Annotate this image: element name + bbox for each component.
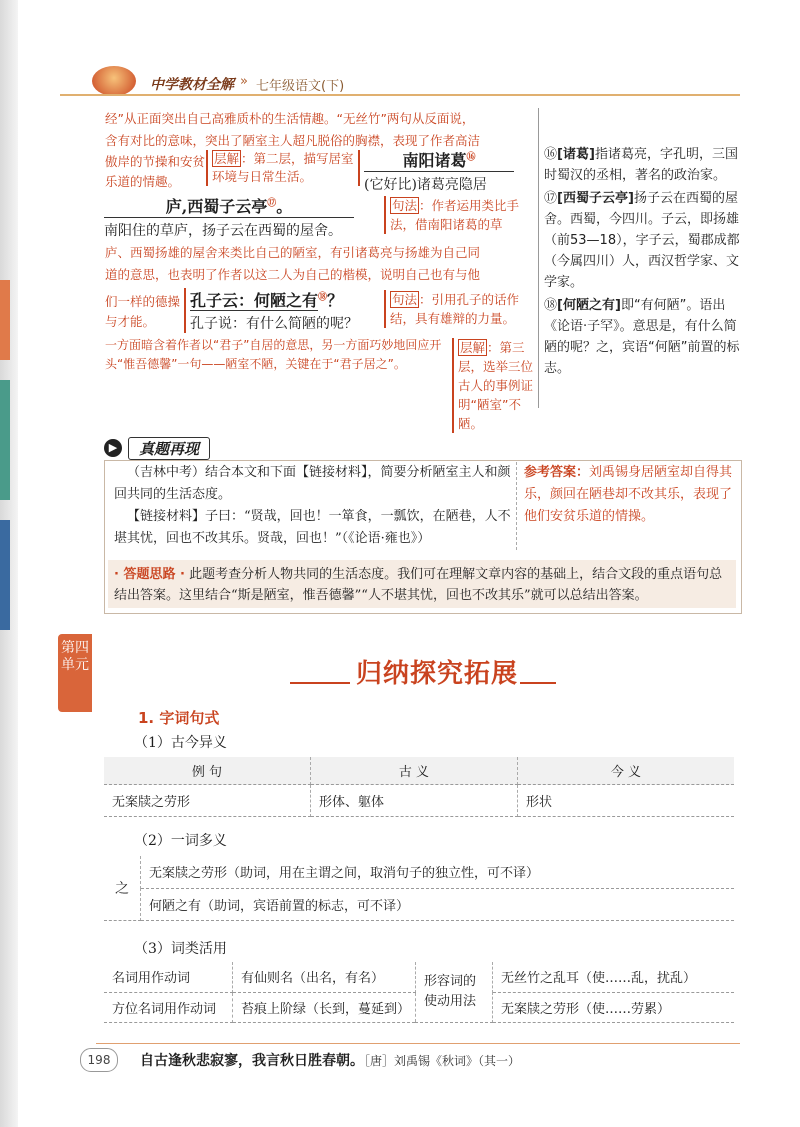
translation-text: 南阳住的草庐，扬子云在西蜀的屋舍。: [104, 223, 342, 239]
tag-title: 层解: [460, 340, 486, 355]
table-cell: 无案牍之劳形: [104, 785, 311, 817]
answer-text: 刘禹锡身居陋室却自得其乐，颜回在陋巷却不改其乐，表现了他们安贫乐道的情操。: [524, 465, 733, 524]
table-header: 古 义: [311, 757, 518, 785]
note-marker: ⑯: [466, 152, 476, 163]
original-text: 庐,西蜀子云亭: [165, 197, 268, 216]
table-cell: 形体、躯体: [311, 785, 518, 817]
punctuation: ？: [327, 291, 344, 310]
note-block-4: 一方面暗含着作者以“君子”自居的意思，另一方面巧妙地回应开头“惟吾德馨”一句——陋室不陋，关键在于“君子居之”。: [105, 338, 442, 371]
text-block-1: [364, 148, 534, 194]
page-number: 198: [80, 1048, 118, 1072]
table-row: [104, 856, 734, 888]
edge-tab-blue: [0, 520, 10, 630]
table-row: [104, 962, 734, 992]
note-term: 西蜀子云亭: [562, 191, 628, 206]
note-text: 指诸葛亮，字孔明，三国时蜀汉的丞相，著名的政治家。: [544, 147, 738, 183]
reference-answer: [524, 462, 734, 528]
answer-divider: [516, 462, 518, 550]
tag-text: ：引用孔子的话作结，具有雄辩的力量。: [390, 292, 520, 326]
table-cell: 形状: [518, 785, 735, 817]
text-block-3: [184, 288, 386, 333]
table-row: [104, 888, 734, 920]
link-material: 【链接材料】子曰：“贤哉，回也！一箪食，一瓢饮，在陋巷，人不堪其忧，回也不改其乐。贤哉，回也！”（《论语·雍也》）: [114, 509, 511, 546]
exam-section-header: [104, 437, 210, 459]
header-rule: [60, 94, 740, 96]
grade-label: 七年级语文(下): [256, 79, 345, 94]
note-line: 庐、西蜀扬雄的屋舍来类比自己的陋室，有引诸葛亮与扬雄为自己同: [105, 245, 481, 260]
title-rule-right: [520, 682, 556, 684]
subheading-polysemy: （2）一词多义: [134, 833, 227, 849]
table-cell: 无案牍之劳形（使……劳累）: [493, 992, 735, 1022]
logo-icon: [92, 66, 136, 96]
edge-tab-teal: [0, 380, 10, 500]
subsection-title: 1. 字词句式: [138, 709, 220, 727]
translation-text: 孔子说：有什么简陋的呢？: [190, 316, 358, 332]
note-line: 经”从正面突出自己高雅质朴的生活情趣。“无丝竹”两句从反面说，: [105, 111, 475, 126]
note-term: 诸葛: [562, 147, 589, 162]
answer-hint: [114, 564, 732, 606]
title-rule-left: [290, 682, 350, 684]
subheading-ancient-modern: （1）古今异义: [134, 735, 227, 751]
tag-layer-2: [452, 338, 540, 433]
exam-section-title: 真题再现: [128, 437, 210, 460]
note-number: ⑱: [544, 298, 558, 313]
word-class-table: [104, 962, 734, 1023]
table-cell: 苔痕上阶绿（长到，蔓延到）: [233, 992, 416, 1022]
note-text: 扬子云在西蜀的屋舍。西蜀，今四川。子云，即扬雄（前53—18），字子云，蜀郡成都（今属四川）人，西汉哲学家、文学家。: [544, 191, 740, 290]
note-number: ⑯: [544, 147, 558, 162]
table-header: 例 句: [104, 757, 311, 785]
table-cell: 有仙则名（出名，有名）: [233, 962, 416, 992]
note-left-3: 们一样的德操与才能。: [105, 294, 181, 329]
tag-title: 句法: [392, 198, 418, 213]
table-cell: 方位名词用作动词: [104, 992, 233, 1022]
hint-text: 此题考查分析人物共同的生活态度。我们可在理解文章内容的基础上，结合文段的重点语句总结出答案。这里结合“斯是陋室，惟吾德馨”“人不堪其忧，回也不改其乐”就可以总结出答案。: [114, 567, 723, 603]
note-line: 含有对比的意味，突出了陋室主人超凡脱俗的胸襟，表现了作者高洁: [105, 133, 481, 148]
footer-quote-line: [140, 1050, 520, 1070]
note-marker: ⑰: [267, 198, 277, 209]
note-item: ⑱[何陋之有]即“有何陋”。语出《论语·子罕》。意思是，有什么简陋的呢？之，宾语“何陋”前置的标志。: [544, 298, 740, 376]
note-number: ⑰: [544, 191, 558, 206]
section-title: 归纳探究拓展: [356, 659, 519, 689]
right-notes: [544, 144, 740, 379]
table-cell: 形容词的使动用法: [416, 962, 493, 1022]
tag-title: 句法: [392, 292, 418, 307]
table-cell: 无丝竹之乱耳（使……乱，扰乱）: [493, 962, 735, 992]
text-block-2: [104, 194, 384, 240]
note-text: 即“有何陋”。语出《论语·子罕》。意思是，有什么简陋的呢？之，宾语“何陋”前置的标志。: [544, 298, 740, 376]
note-item: ⑯[诸葛]指诸葛亮，字孔明，三国时蜀汉的丞相，著名的政治家。: [544, 147, 738, 183]
note-marker: ⑱: [318, 292, 328, 303]
note-long: [105, 242, 535, 286]
footer-source: ［唐］刘禹锡《秋词》（其一）: [364, 1054, 521, 1068]
tag-text: ：作者运用类比手法，借南阳诸葛的草: [390, 198, 520, 232]
table-cell: 名词用作动词: [104, 962, 233, 992]
note-line: 道的意思，也表明了作者以这二人为自己的楷模，说明自己也有与他: [105, 267, 481, 282]
tag-syntax-2: [384, 290, 540, 328]
table-cell: 无案牍之劳形（助词，用在主谓之间，取消句子的独立性，可不译）: [141, 856, 735, 888]
hint-label: · 答题思路 ·: [114, 567, 185, 582]
tag-title: 层解: [214, 151, 240, 166]
footer-rule: [96, 1043, 740, 1044]
note-left-1: 傲岸的节操和安贫乐道的情趣。: [105, 154, 206, 189]
note-item: ⑰[西蜀子云亭]扬子云在西蜀的屋舍。西蜀，今四川。子云，即扬雄（前53—18），字子云，蜀郡成都（今属四川）人，西汉哲学家、文学家。: [544, 191, 740, 290]
left-intro-note: [105, 108, 535, 152]
table-header: 今 义: [518, 757, 735, 785]
translation-text: (它好比)诸葛亮隐居: [364, 177, 487, 193]
ancient-modern-table: [104, 757, 734, 817]
note-term: 何陋之有: [562, 298, 615, 313]
unit-side-tab[interactable]: 第四单元: [58, 634, 92, 712]
footer-quote: 自古逢秋悲寂寥，我言秋日胜春朝。: [140, 1053, 364, 1069]
answer-label: 参考答案：: [524, 465, 590, 480]
question-text: （吉林中考）结合本文和下面【链接材料】，简要分析陋室主人和颜回共同的生活态度。: [114, 465, 511, 502]
tag-text: ：第二层，描写居室环境与日常生活。: [212, 151, 354, 184]
play-icon: ▶: [104, 439, 122, 457]
punctuation: 。: [276, 197, 293, 216]
table-row: [104, 785, 734, 817]
polysemy-char: 之: [104, 856, 141, 920]
polysemy-table: [104, 856, 734, 921]
exam-question: [114, 462, 514, 550]
table-cell: 何陋之有（助词，宾语前置的标志，可不译）: [141, 888, 735, 920]
subheading-word-class: （3）词类活用: [134, 941, 227, 957]
tag-text: ：第三层，选举三位古人的事例证明“陋室”不陋。: [458, 340, 534, 431]
tag-syntax-1: [384, 196, 540, 234]
tag-layer-1: [206, 150, 360, 186]
book-title: 中学教材全解: [150, 77, 234, 93]
column-divider: [538, 108, 539, 408]
edge-tab-orange: [0, 280, 10, 360]
original-text: 南阳诸葛: [402, 151, 467, 170]
chevron-icon: »: [240, 74, 248, 89]
original-text: 孔子云：何陋之有: [190, 291, 319, 310]
